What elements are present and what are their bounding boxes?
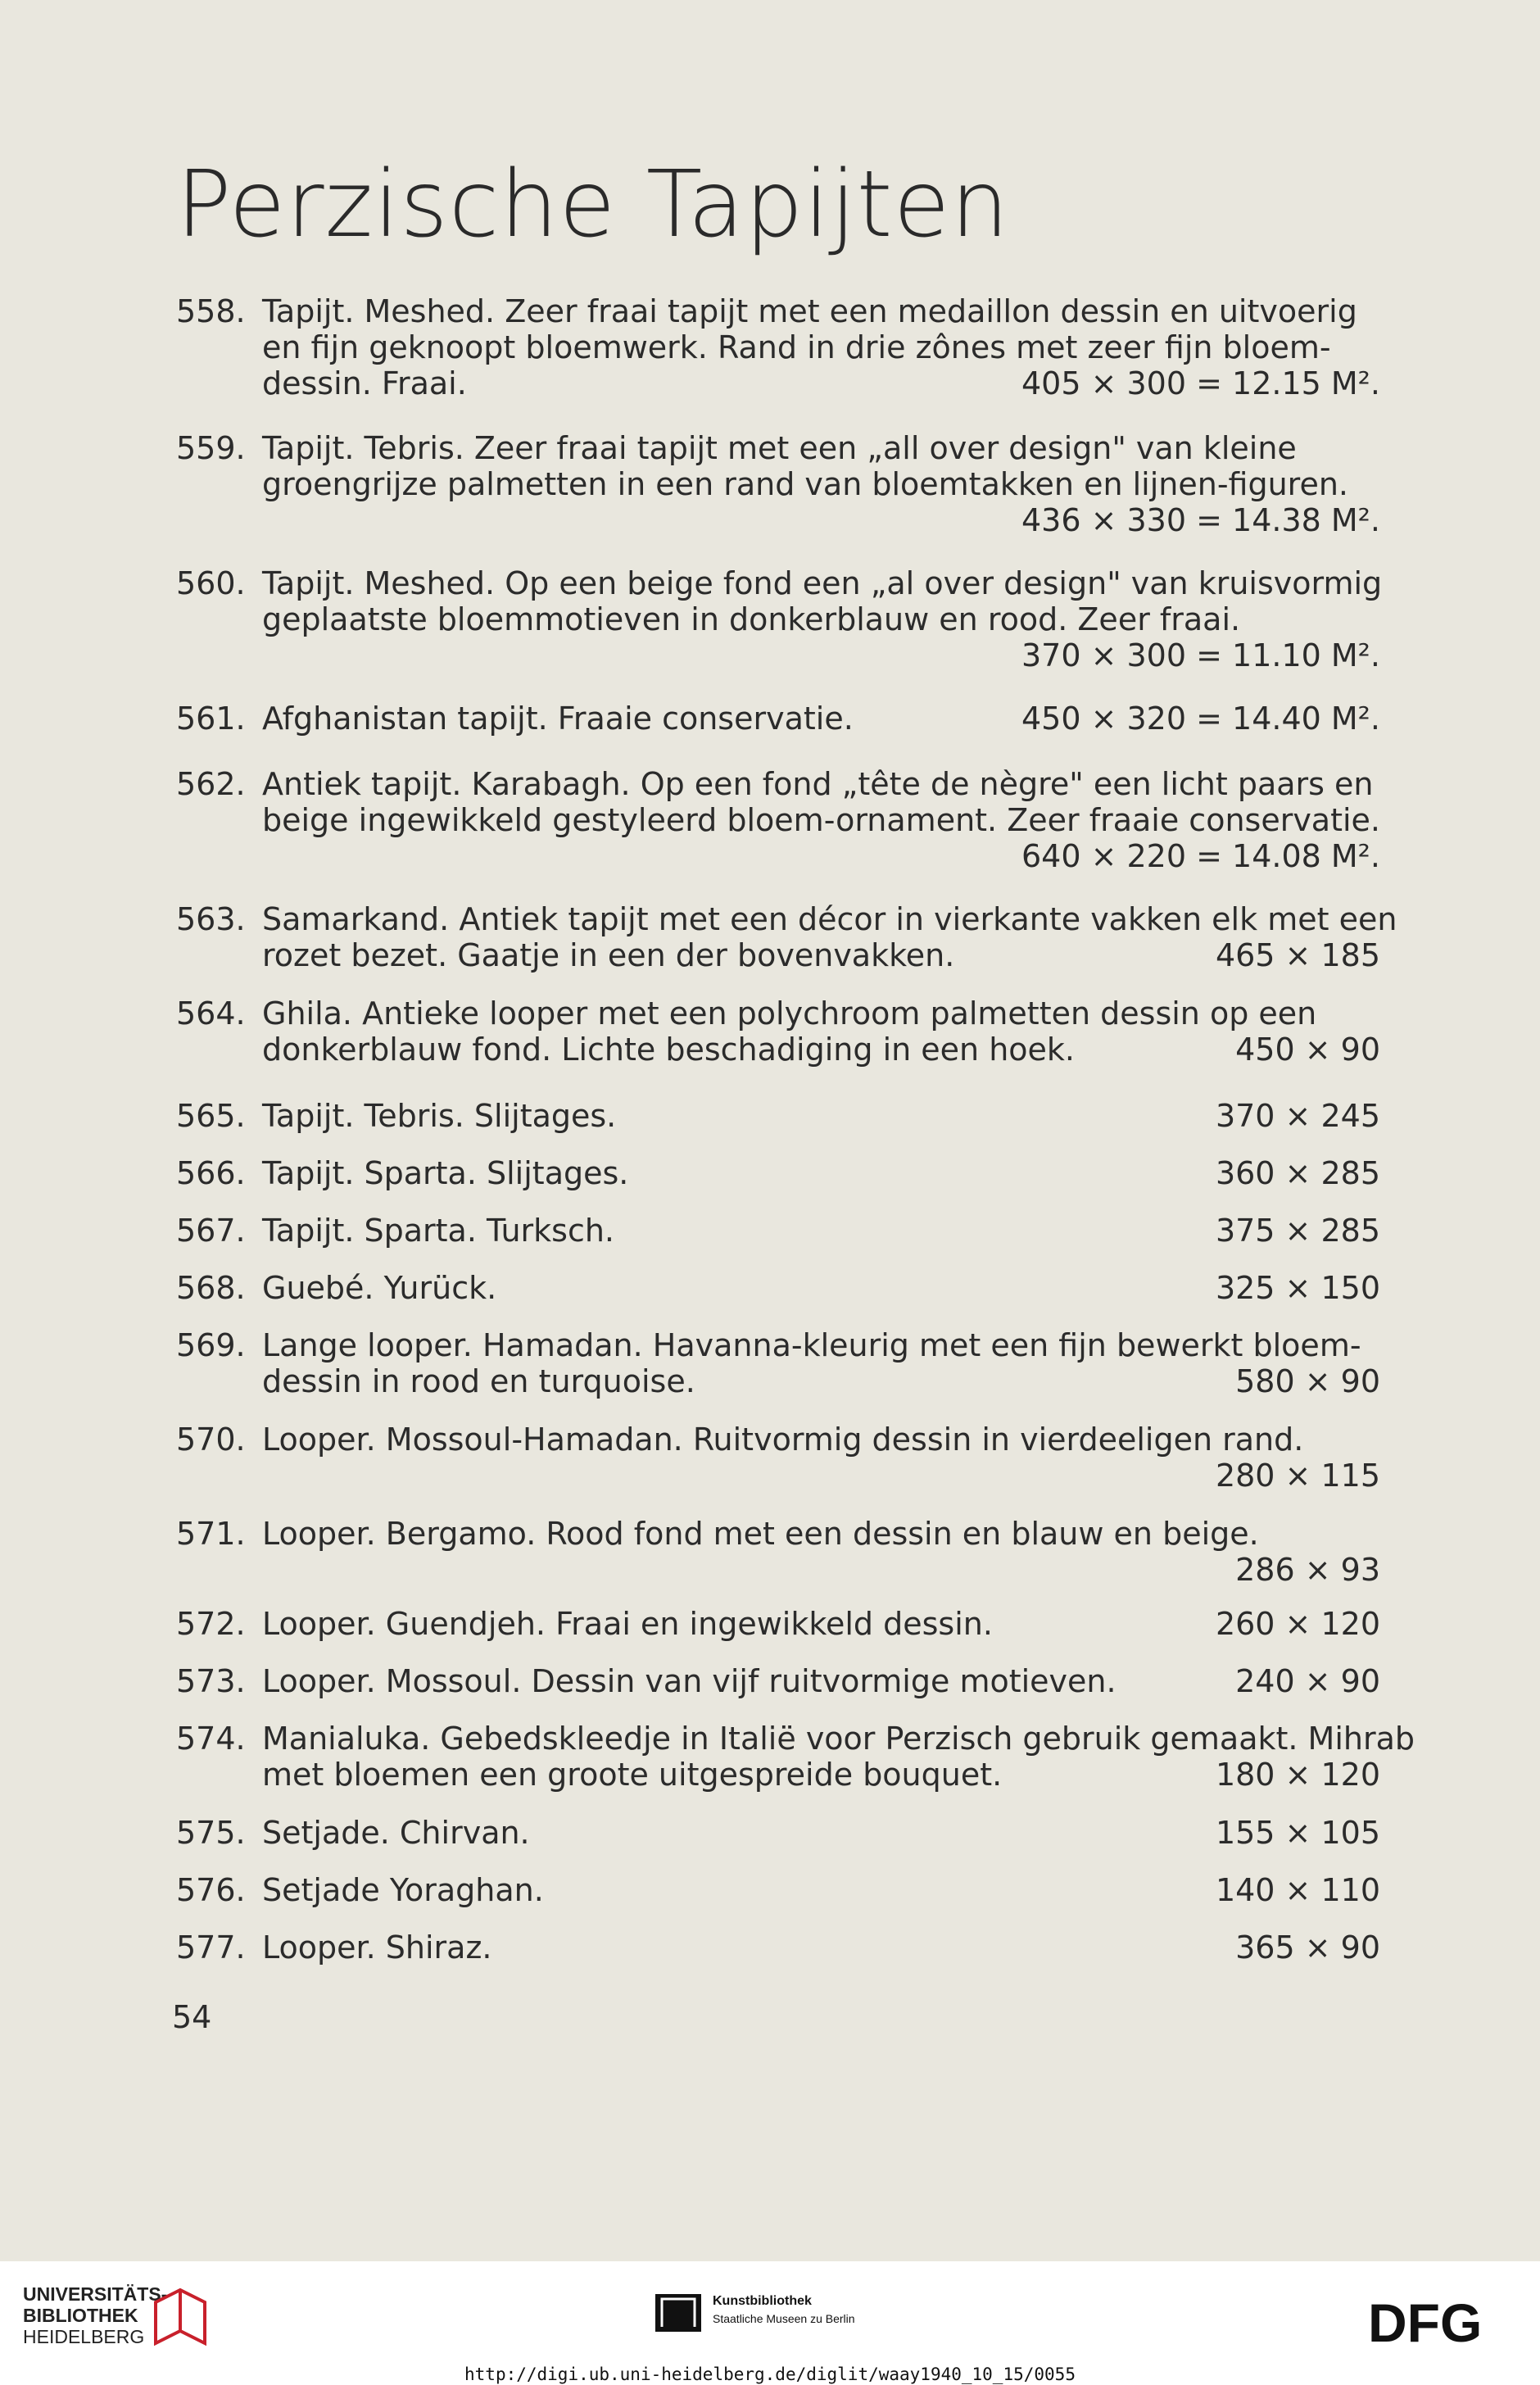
entry-body [262, 901, 1397, 973]
entry-body [262, 1929, 1380, 1966]
entry-text: Looper. Bergamo. Rood fond met een dessin en blauw en beige. [262, 1516, 1259, 1552]
entry-body [262, 1721, 1415, 1793]
entry-number: 570. [176, 1421, 246, 1458]
entry-text: geplaatste bloemmotieven in donkerblauw en rood. Zeer fraai. [262, 601, 1241, 637]
entry-line [262, 701, 1380, 737]
entry-dimensions: 640 × 220 = 14.08 M². [1021, 838, 1380, 874]
entry-text: Manialuka. Gebedskleedje in Italië voor Perzisch gebruik gemaakt. Mihrab [262, 1721, 1415, 1757]
catalog-entry [176, 1270, 1380, 1306]
entry-body [262, 995, 1380, 1068]
entry-line [262, 1872, 1380, 1908]
entry-line [262, 1929, 1380, 1966]
entry-line [262, 1421, 1380, 1458]
entry-line [262, 1032, 1380, 1068]
entry-text: Antiek tapijt. Karabagh. Op een fond „tête de nègre" een licht paars en [262, 766, 1374, 802]
entry-body [262, 701, 1380, 737]
entry-dimensions: 140 × 110 [1215, 1872, 1380, 1908]
entry-number: 576. [176, 1872, 246, 1908]
entry-text: Afghanistan tapijt. Fraaie conservatie. [262, 701, 854, 737]
catalog-entry [176, 701, 1380, 737]
catalog-entry [176, 1327, 1380, 1399]
entry-body [262, 1516, 1380, 1588]
entry-text: Tapijt. Tebris. Zeer fraai tapijt met een „all over design" van kleine [262, 430, 1297, 466]
entry-line [262, 1663, 1380, 1699]
entry-dimensions: 155 × 105 [1215, 1815, 1380, 1851]
entry-body [262, 565, 1383, 673]
entry-body [262, 293, 1380, 401]
entry-line [262, 937, 1380, 973]
catalog-entry [176, 1663, 1380, 1699]
entry-body [262, 1606, 1380, 1642]
entry-text: dessin in rood en turquoise. [262, 1363, 695, 1399]
entry-body [262, 1327, 1380, 1399]
entry-line [262, 1815, 1380, 1851]
entry-number: 568. [176, 1270, 246, 1306]
entry-number: 560. [176, 565, 246, 601]
entry-text: Guebé. Yurück. [262, 1270, 497, 1306]
entry-text: Tapijt. Meshed. Zeer fraai tapijt met een medaillon dessin en uitvoerig [262, 293, 1357, 329]
entry-dimensions: 370 × 300 = 11.10 M². [1021, 637, 1380, 673]
entry-dimensions: 375 × 285 [1215, 1213, 1380, 1249]
entry-line [262, 1757, 1380, 1793]
entry-line [262, 802, 1380, 838]
catalog-entry [176, 766, 1380, 874]
page-number: 54 [172, 1999, 212, 2035]
entry-dimensions: 240 × 90 [1235, 1663, 1380, 1699]
ub-logo-line2: BIBLIOTHEK [23, 2305, 138, 2326]
entry-dimensions: 436 × 330 = 14.38 M². [1021, 502, 1380, 538]
entry-text: Tapijt. Sparta. Slijtages. [262, 1155, 629, 1191]
entry-number: 564. [176, 995, 246, 1032]
footer-bar [0, 2261, 1540, 2385]
entry-line [262, 1213, 1380, 1249]
catalog-entry [176, 1098, 1380, 1134]
entry-body [262, 1815, 1380, 1851]
entry-number: 575. [176, 1815, 246, 1851]
catalog-entry [176, 995, 1380, 1068]
entry-dimensions: 360 × 285 [1215, 1155, 1380, 1191]
entry-number: 567. [176, 1213, 246, 1249]
ub-heidelberg-mark-icon [147, 2286, 213, 2351]
page-title: Perzische Tapijten [176, 152, 1010, 258]
entry-line [262, 995, 1380, 1032]
entry-dimensions: 325 × 150 [1215, 1270, 1380, 1306]
entry-line [262, 1155, 1380, 1191]
entry-number: 562. [176, 766, 246, 802]
entry-number: 572. [176, 1606, 246, 1642]
entry-dimensions: 286 × 93 [1235, 1552, 1380, 1588]
entry-dimensions: 450 × 90 [1235, 1032, 1380, 1068]
entry-line [262, 766, 1380, 802]
entry-dimensions: 280 × 115 [1215, 1458, 1380, 1494]
catalog-entry [176, 430, 1380, 538]
entry-number: 571. [176, 1516, 246, 1552]
entry-number: 563. [176, 901, 246, 937]
entry-line [262, 466, 1380, 502]
kb-name: Kunstbibliothek [713, 2294, 812, 2308]
entry-number: 558. [176, 293, 246, 329]
entry-text: Looper. Shiraz. [262, 1929, 492, 1966]
entry-text: Setjade Yoraghan. [262, 1872, 544, 1908]
entry-line [262, 1098, 1380, 1134]
permalink-url[interactable]: http://digi.ub.uni-heidelberg.de/diglit/waay1940_10_15/0055 [464, 2365, 1076, 2384]
entry-text: groengrijze palmetten in een rand van bloemtakken en lijnen-figuren. [262, 466, 1349, 502]
ub-heidelberg-logo[interactable] [23, 2283, 167, 2347]
entry-number: 561. [176, 701, 246, 737]
ub-logo-line1: UNIVERSITÄTS- [23, 2283, 168, 2305]
entry-body [262, 1872, 1380, 1908]
entry-dimensions: 580 × 90 [1235, 1363, 1380, 1399]
entry-text: Looper. Guendjeh. Fraai en ingewikkeld dessin. [262, 1606, 993, 1642]
entry-number: 573. [176, 1663, 246, 1699]
entry-number: 577. [176, 1929, 246, 1966]
entry-number: 569. [176, 1327, 246, 1363]
entry-text: Looper. Mossoul. Dessin van vijf ruitvormige motieven. [262, 1663, 1116, 1699]
catalog-entry [176, 1421, 1380, 1494]
catalog-entry [176, 1872, 1380, 1908]
entry-text: Setjade. Chirvan. [262, 1815, 530, 1851]
entry-body [262, 766, 1380, 874]
dfg-logo-text: DFG [1368, 2294, 1483, 2351]
entry-text: Ghila. Antieke looper met een polychroom palmetten dessin op een [262, 995, 1317, 1032]
entry-body [262, 430, 1380, 538]
entry-number: 574. [176, 1721, 246, 1757]
catalog-entry [176, 1516, 1380, 1588]
entry-line [262, 1270, 1380, 1306]
entry-number: 559. [176, 430, 246, 466]
entry-line [262, 1363, 1380, 1399]
entry-text: donkerblauw fond. Lichte beschadiging in een hoek. [262, 1032, 1076, 1068]
entry-body [262, 1098, 1380, 1134]
entry-line [262, 1516, 1380, 1552]
entry-text: Tapijt. Tebris. Slijtages. [262, 1098, 617, 1134]
entry-body [262, 1663, 1380, 1699]
entry-line [262, 430, 1380, 466]
entry-line [262, 293, 1380, 329]
entry-dimensions: 405 × 300 = 12.15 M². [1021, 365, 1380, 401]
entry-line [262, 1327, 1380, 1363]
entry-body [262, 1421, 1380, 1494]
entry-number: 565. [176, 1098, 246, 1134]
catalog-entry [176, 565, 1383, 673]
catalog-entry [176, 1929, 1380, 1966]
entry-line [262, 565, 1383, 601]
entry-line [262, 901, 1397, 937]
catalog-entry [176, 293, 1380, 401]
entry-text: Looper. Mossoul-Hamadan. Ruitvormig dessin in vierdeeligen rand. [262, 1421, 1304, 1458]
entry-line [262, 329, 1380, 365]
entry-line [262, 1606, 1380, 1642]
catalog-entry [176, 901, 1397, 973]
catalog-entry [176, 1155, 1380, 1191]
entry-dimensions: 180 × 120 [1215, 1757, 1380, 1793]
catalog-entry [176, 1815, 1380, 1851]
entry-text: Tapijt. Sparta. Turksch. [262, 1213, 615, 1249]
entry-text: Samarkand. Antiek tapijt met een décor in vierkante vakken elk met een [262, 901, 1397, 937]
entry-text: rozet bezet. Gaatje in een der bovenvakken. [262, 937, 955, 973]
entry-dimensions: 260 × 120 [1215, 1606, 1380, 1642]
kunstbibliothek-mark-icon [655, 2294, 701, 2332]
entry-body [262, 1213, 1380, 1249]
entry-dimensions: 465 × 185 [1215, 937, 1380, 973]
entry-text: met bloemen een groote uitgespreide bouquet. [262, 1757, 1003, 1793]
catalog-entry [176, 1606, 1380, 1642]
entry-line [262, 365, 1380, 401]
catalog-entry [176, 1213, 1380, 1249]
entry-line [262, 1721, 1415, 1757]
entry-dimensions: 365 × 90 [1235, 1929, 1380, 1966]
kunstbibliothek-logo[interactable] [655, 2294, 855, 2336]
entry-line [262, 601, 1380, 637]
entry-number: 566. [176, 1155, 246, 1191]
catalog-entry [176, 1721, 1415, 1793]
kb-subtitle: Staatliche Museen zu Berlin [713, 2312, 855, 2325]
entry-text: Lange looper. Hamadan. Havanna-kleurig met een fijn bewerkt bloem- [262, 1327, 1361, 1363]
ub-logo-line3: HEIDELBERG [23, 2326, 145, 2347]
entry-body [262, 1270, 1380, 1306]
entry-body [262, 1155, 1380, 1191]
entry-text: dessin. Fraai. [262, 365, 467, 401]
entry-dimensions: 370 × 245 [1215, 1098, 1380, 1134]
entry-dimensions: 450 × 320 = 14.40 M². [1021, 701, 1380, 737]
dfg-logo[interactable] [1368, 2294, 1515, 2351]
entry-text: en fijn geknoopt bloemwerk. Rand in drie zônes met zeer fijn bloem- [262, 329, 1331, 365]
entry-text: Tapijt. Meshed. Op een beige fond een „al over design" van kruisvormig [262, 565, 1383, 601]
entry-text: beige ingewikkeld gestyleerd bloem-ornament. Zeer fraaie conservatie. [262, 802, 1381, 838]
